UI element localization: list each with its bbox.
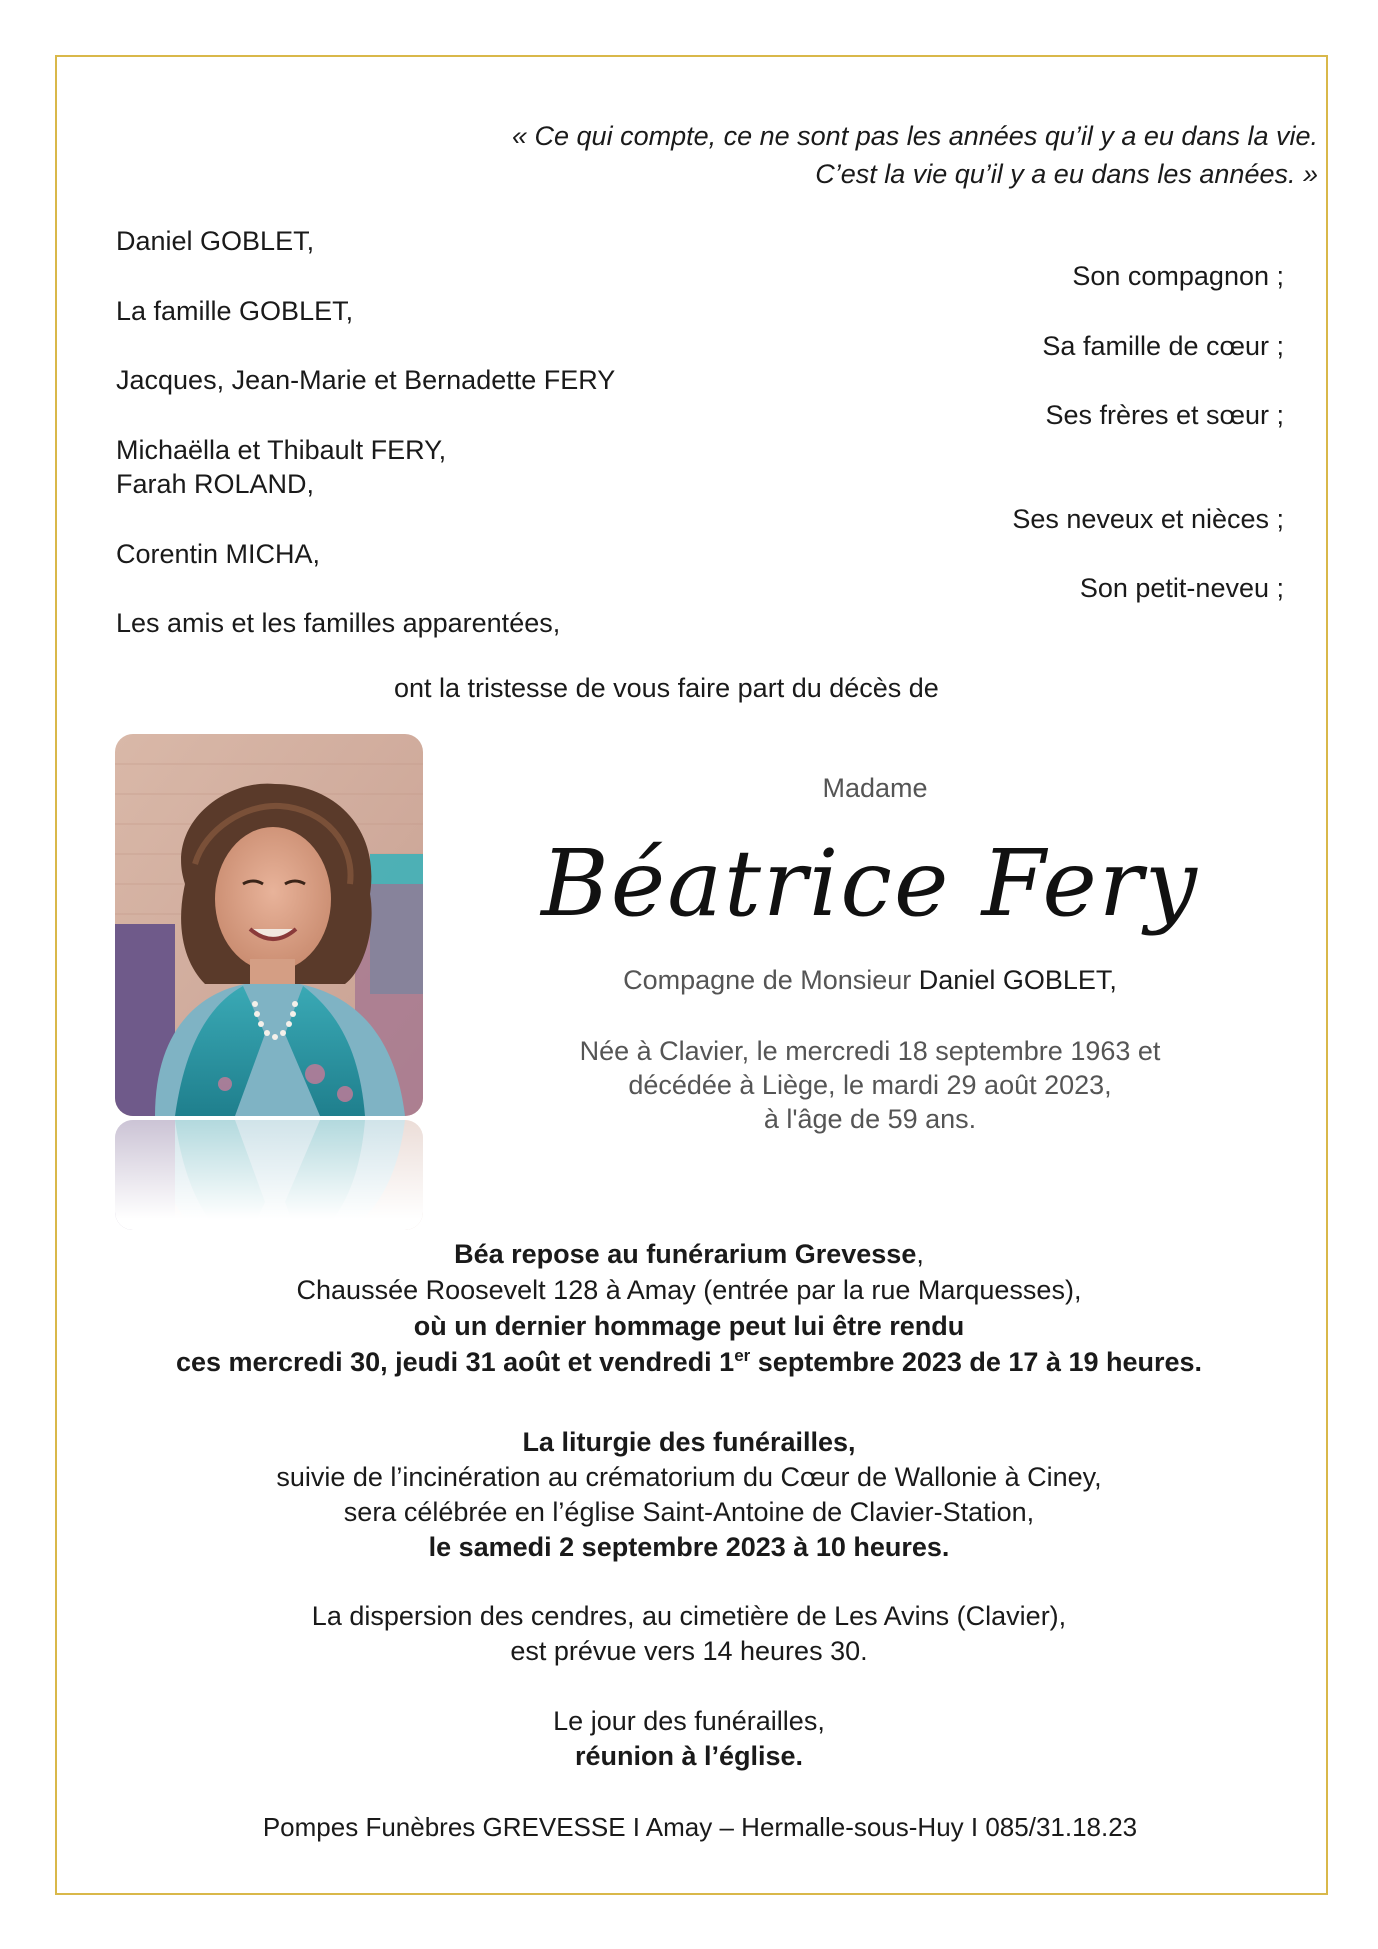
family-names-6: Les amis et les familles apparentées, <box>116 608 561 638</box>
visitation-line-3: où un dernier hommage peut lui être rendu <box>413 1311 965 1341</box>
birth-line-2: décédée à Liège, le mardi 29 août 2023, <box>628 1070 1112 1100</box>
family-names-4b: Farah ROLAND, <box>116 469 315 499</box>
birth-line-1: Née à Clavier, le mercredi 18 septembre 1963 et <box>579 1036 1161 1066</box>
liturgy-line-3: sera célébrée en l’église Saint-Antoine de Clavier-Station, <box>343 1497 1035 1527</box>
visitation-line-4 <box>0 1344 1378 1380</box>
family-names-3: Jacques, Jean-Marie et Bernadette FERY <box>116 365 616 395</box>
family-names-1: Daniel GOBLET, <box>116 226 315 256</box>
dispersion-line-2: est prévue vers 14 heures 30. <box>510 1636 868 1666</box>
meeting-line-1: Le jour des funérailles, <box>553 1706 825 1736</box>
birth-line-3: à l'âge de 59 ans. <box>763 1104 977 1134</box>
family-relation-1: Son compagnon ; <box>1072 261 1284 291</box>
liturgy-block <box>0 1425 1378 1565</box>
visitation-dates-b: septembre 2023 de 17 à 19 heures. <box>750 1347 1203 1377</box>
liturgy-line-2: suivie de l’incinération au crématorium du Cœur de Wallonie à Ciney, <box>276 1462 1102 1492</box>
liturgy-line-1: La liturgie des funérailles, <box>522 1427 856 1457</box>
liturgy-line-4: le samedi 2 septembre 2023 à 10 heures. <box>428 1532 950 1562</box>
deceased-name-script <box>520 810 1220 960</box>
funeral-home-footer: Pompes Funèbres GREVESSE I Amay – Hermalle-sous-Huy I 085/31.18.23 <box>262 1812 1138 1842</box>
family-relation-3: Ses frères et sœur ; <box>1045 400 1284 430</box>
family-names-4: Michaëlla et Thibault FERY, <box>116 435 447 465</box>
visitation-dates-a: ces mercredi 30, jeudi 31 août et vendredi 1 <box>175 1347 735 1377</box>
family-relation-5: Son petit-neveu ; <box>1079 573 1284 603</box>
salutation: Madame <box>822 773 928 803</box>
visitation-line-1-tail: , <box>916 1239 924 1269</box>
portrait-photo-block <box>115 734 423 1230</box>
visitation-line-2: Chaussée Roosevelt 128 à Amay (entrée par la rue Marquesses), <box>296 1275 1082 1305</box>
announcement: ont la tristesse de vous faire part du décès de <box>394 673 939 703</box>
family-relation-4: Ses neveux et nièces ; <box>1012 504 1284 534</box>
portrait-reflection <box>115 1120 423 1230</box>
quote-line-1: « Ce qui compte, ce ne sont pas les années qu’il y a eu dans la vie. <box>512 121 1318 151</box>
dispersion-block <box>0 1599 1378 1669</box>
companion-name: Daniel GOBLET, <box>918 965 1117 995</box>
companion-prefix: Compagne de Monsieur <box>623 965 912 995</box>
meeting-block <box>0 1704 1378 1774</box>
deceased-name: Béatrice Fery <box>541 830 1199 937</box>
companion-line <box>500 962 1240 998</box>
quote-line-2: C’est la vie qu’il y a eu dans les années. » <box>815 159 1318 189</box>
visitation-dates-sup: er <box>734 1346 751 1365</box>
family-relation-2: Sa famille de cœur ; <box>1042 331 1284 361</box>
family-names-2: La famille GOBLET, <box>116 296 354 326</box>
visitation-block <box>0 1236 1378 1380</box>
portrait-illustration <box>115 734 423 1116</box>
visitation-line-1: Béa repose au funérarium Grevesse <box>454 1239 917 1269</box>
opening-quote <box>512 117 1318 193</box>
dispersion-line-1: La dispersion des cendres, au cimetière de Les Avins (Clavier), <box>311 1601 1067 1631</box>
birth-death-info <box>500 1034 1240 1136</box>
portrait-photo <box>115 734 423 1116</box>
meeting-line-2: réunion à l’église. <box>574 1741 804 1771</box>
family-names-5: Corentin MICHA, <box>116 539 321 569</box>
